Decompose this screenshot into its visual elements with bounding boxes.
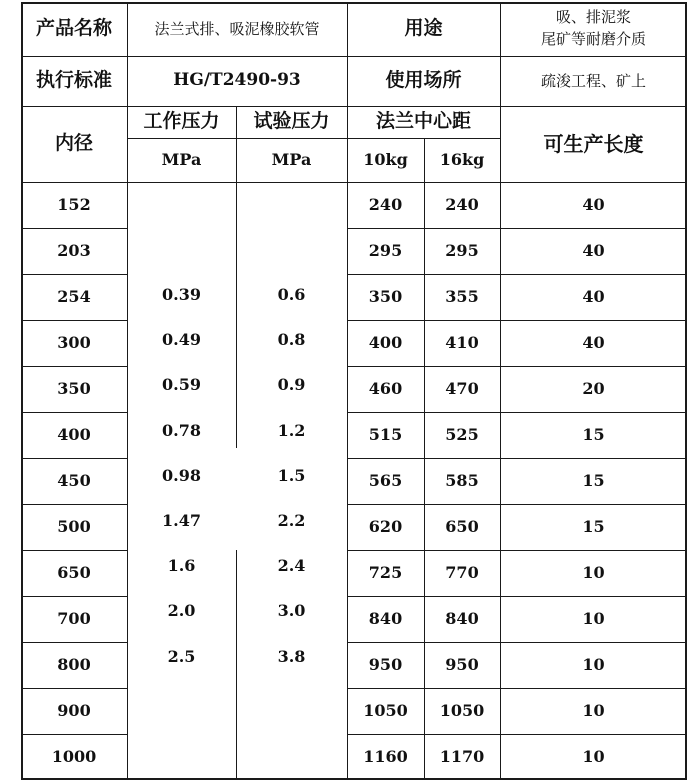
flange-16kg-cell: 525 — [445, 425, 479, 444]
flange-10kg-cell: 240 — [368, 195, 403, 214]
working-pressure-value: 0.78 — [162, 421, 201, 440]
usage-label: 用途 — [404, 17, 443, 40]
diameter-cell: 203 — [57, 241, 91, 260]
flange-16kg-cell: 1050 — [439, 701, 485, 720]
flange-10kg-cell: 950 — [368, 655, 403, 674]
length-cell: 10 — [582, 701, 605, 720]
standard-value: HG/T2490-93 — [173, 70, 301, 91]
flange-16kg-cell: 950 — [445, 655, 479, 674]
col-inner-diameter: 内径 — [54, 132, 93, 155]
length-cell: 40 — [582, 333, 605, 352]
diameter-cell: 900 — [57, 701, 91, 720]
working-pressure-value: 0.98 — [162, 466, 201, 485]
diameter-cell: 152 — [57, 195, 91, 214]
usage-value-line2: 尾矿等耐磨介质 — [540, 29, 646, 48]
working-pressure-value: 2.5 — [167, 647, 196, 666]
length-cell: 10 — [582, 563, 605, 582]
test-pressure-value: 1.5 — [277, 466, 306, 485]
diameter-cell: 800 — [57, 655, 91, 674]
length-cell: 10 — [582, 747, 605, 766]
flange-10kg-cell: 400 — [368, 333, 403, 352]
test-pressure-value: 2.2 — [277, 511, 306, 530]
flange-10kg-cell: 350 — [368, 287, 403, 306]
test-pressure-value: 3.8 — [277, 647, 306, 666]
site-label: 使用场所 — [385, 69, 462, 92]
unit-working: MPa — [161, 150, 202, 169]
diameter-cell: 300 — [57, 333, 91, 352]
standard-label: 执行标准 — [35, 69, 112, 92]
product-name-label: 产品名称 — [35, 17, 112, 40]
working-pressure-value: 0.59 — [162, 375, 201, 394]
diameter-cell: 700 — [57, 609, 91, 628]
diameter-cell: 350 — [57, 379, 91, 398]
diameter-cell: 400 — [57, 425, 91, 444]
product-name-value: 法兰式排、吸泥橡胶软管 — [154, 19, 320, 38]
working-pressure-value: 0.49 — [162, 330, 201, 349]
length-cell: 40 — [582, 287, 605, 306]
length-cell: 15 — [582, 471, 605, 490]
working-pressure-value: 1.47 — [162, 511, 201, 530]
flange-10kg-cell: 1050 — [363, 701, 408, 720]
flange-10kg-cell: 295 — [368, 241, 403, 260]
length-cell: 40 — [582, 195, 605, 214]
flange-10kg-cell: 1160 — [363, 747, 408, 766]
col-test-pressure: 试验压力 — [253, 110, 330, 133]
flange-10kg-cell: 620 — [368, 517, 403, 536]
working-pressure-value: 1.6 — [167, 556, 196, 575]
flange-16kg-cell: 240 — [445, 195, 479, 214]
unit-test: MPa — [271, 150, 312, 169]
flange-16kg-cell: 585 — [445, 471, 479, 490]
length-cell: 40 — [582, 241, 605, 260]
working-pressure-value: 2.0 — [167, 601, 196, 620]
flange-16kg-cell: 770 — [445, 563, 479, 582]
length-cell: 10 — [582, 655, 605, 674]
flange-16kg-cell: 470 — [445, 379, 479, 398]
test-pressure-value: 0.8 — [277, 330, 306, 349]
test-pressure-value: 3.0 — [277, 601, 306, 620]
col-flange-16kg: 16kg — [439, 150, 485, 169]
diameter-cell: 650 — [57, 563, 91, 582]
usage-value-line1: 吸、排泥浆 — [555, 7, 631, 26]
diameter-cell: 1000 — [51, 747, 97, 766]
flange-10kg-cell: 840 — [368, 609, 403, 628]
diameter-cell: 450 — [57, 471, 91, 490]
flange-16kg-cell: 1170 — [439, 747, 485, 766]
spec-table — [21, 2, 687, 780]
test-pressure-value: 2.4 — [277, 556, 306, 575]
length-cell: 10 — [582, 609, 605, 628]
col-flange-10kg: 10kg — [363, 150, 408, 169]
flange-16kg-cell: 295 — [445, 241, 479, 260]
test-pressure-value: 1.2 — [277, 421, 306, 440]
flange-16kg-cell: 410 — [445, 333, 479, 352]
length-cell: 15 — [582, 425, 605, 444]
length-cell: 15 — [582, 517, 605, 536]
flange-16kg-cell: 650 — [445, 517, 479, 536]
site-value: 疏浚工程、矿上 — [540, 71, 646, 90]
test-pressure-value: 0.6 — [277, 285, 306, 304]
test-pressure-value: 0.9 — [277, 375, 306, 394]
flange-10kg-cell: 565 — [368, 471, 403, 490]
flange-16kg-cell: 355 — [445, 287, 479, 306]
col-working-pressure: 工作压力 — [143, 110, 220, 133]
diameter-cell: 254 — [57, 287, 91, 306]
flange-10kg-cell: 725 — [368, 563, 403, 582]
diameter-cell: 500 — [57, 517, 91, 536]
flange-16kg-cell: 840 — [445, 609, 479, 628]
working-pressure-value: 0.39 — [162, 285, 201, 304]
flange-10kg-cell: 515 — [368, 425, 403, 444]
length-cell: 20 — [582, 379, 605, 398]
col-length: 可生产长度 — [543, 131, 644, 156]
col-flange-center: 法兰中心距 — [375, 110, 471, 133]
flange-10kg-cell: 460 — [368, 379, 403, 398]
